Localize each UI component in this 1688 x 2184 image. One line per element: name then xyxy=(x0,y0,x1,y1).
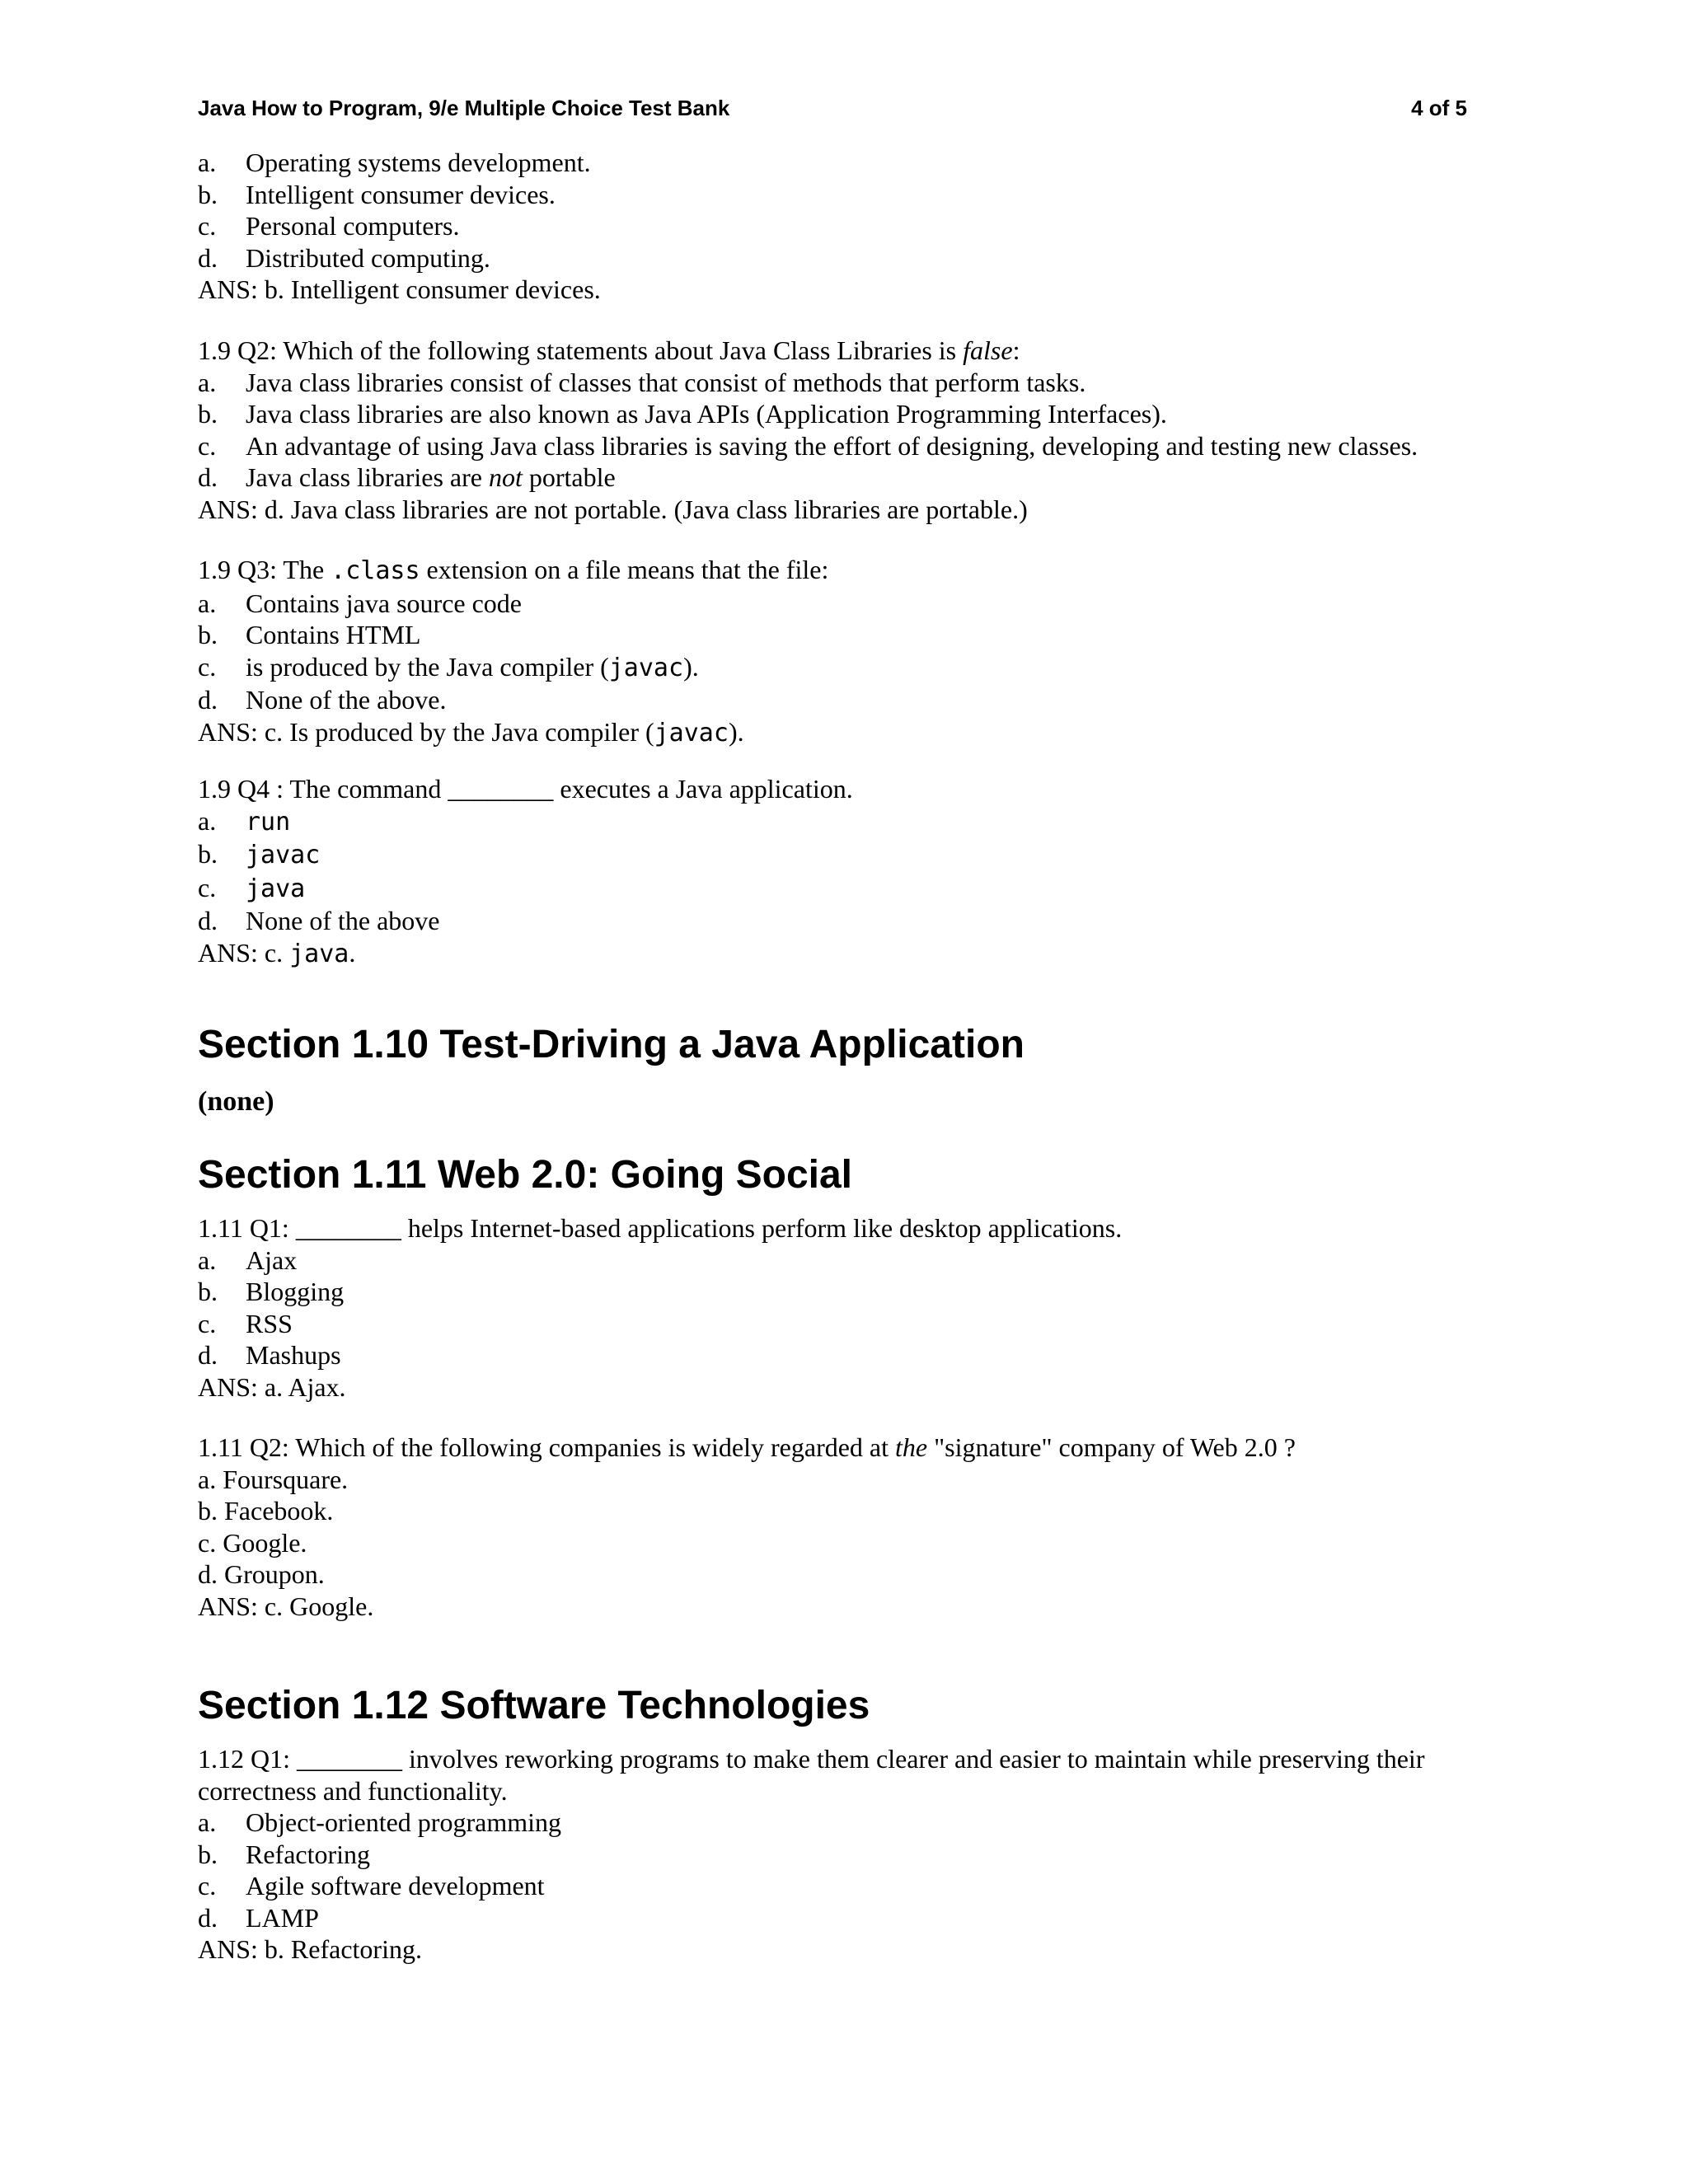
answer: ANS: b. Refactoring. xyxy=(198,1934,422,1964)
option-a: a. Object-oriented programming xyxy=(198,1807,561,1837)
question-prompt: 1.9 Q2: Which of the following statements about Java Class Libraries is false: xyxy=(198,335,1020,365)
option-d: d. None of the above xyxy=(198,906,440,935)
question-1-9-q3 xyxy=(198,554,1500,749)
question-prompt-line-1: 1.12 Q1: ________ involves reworking programs to make them clearer and easier to maintain while preserving their xyxy=(198,1744,1425,1774)
option-d: d. None of the above. xyxy=(198,685,447,715)
option-d: d. Java class libraries are not portable xyxy=(198,462,616,492)
question-1-9-q2 xyxy=(198,335,1500,525)
question-1-11-q2 xyxy=(198,1432,1500,1622)
section-heading-1-12: Section 1.12 Software Technologies xyxy=(198,1684,870,1727)
question-1-12-q1 xyxy=(198,1743,1500,1966)
question-1-9-q4 xyxy=(198,773,1500,970)
option-d: d. Groupon. xyxy=(198,1559,325,1589)
answer: ANS: d. Java class libraries are not portable. (Java class libraries are portable.) xyxy=(198,494,1028,524)
option-b: b. javac xyxy=(198,839,321,869)
option-c: c. Personal computers. xyxy=(198,211,460,241)
option-b: b. Intelligent consumer devices. xyxy=(198,179,556,209)
question-prompt: 1.9 Q3: The .class extension on a file means that the file: xyxy=(198,555,829,585)
option-c: c. An advantage of using Java class libraries is saving the effort of designing, developing and testing new classes. xyxy=(198,430,1418,461)
option-b: b. Contains HTML xyxy=(198,620,421,649)
page-number: 4 of 5 xyxy=(1411,96,1467,120)
question-1-11-q1 xyxy=(198,1212,1500,1403)
section-heading-1-10: Section 1.10 Test-Driving a Java Application xyxy=(198,1023,1025,1066)
option-c: c. is produced by the Java compiler (javac). xyxy=(198,651,699,682)
answer: ANS: c. Google. xyxy=(198,1591,374,1621)
question-prompt: 1.9 Q4 : The command ________ executes a Java application. xyxy=(198,774,853,804)
answer: ANS: b. Intelligent consumer devices. xyxy=(198,274,601,304)
answer: ANS: c. java. xyxy=(198,937,356,968)
option-b: b. Refactoring xyxy=(198,1839,371,1869)
question-prompt: 1.11 Q2: Which of the following companies is widely regarded at the "signature" company of Web 2.0 ? xyxy=(198,1432,1296,1462)
question-continued xyxy=(198,147,1500,306)
option-c: c. Google. xyxy=(198,1527,307,1558)
option-d: d. LAMP xyxy=(198,1902,319,1933)
option-a: a. Ajax xyxy=(198,1244,298,1275)
option-b: b. Java class libraries are also known as Java APIs (Application Programming Interfaces). xyxy=(198,399,1167,429)
option-c: c. java xyxy=(198,872,306,903)
option-b: b. Facebook. xyxy=(198,1496,334,1526)
section-heading-1-11: Section 1.11 Web 2.0: Going Social xyxy=(198,1153,853,1197)
option-d: d. Distributed computing. xyxy=(198,242,490,273)
option-a: a. Foursquare. xyxy=(198,1464,349,1494)
option-a: a. Java class libraries consist of classes that consist of methods that perform tasks. xyxy=(198,367,1086,397)
option-a: a. run xyxy=(198,805,291,837)
question-prompt-line-2: correctness and functionality. xyxy=(198,1775,508,1806)
answer: ANS: a. Ajax. xyxy=(198,1371,346,1402)
answer: ANS: c. Is produced by the Java compiler (javac). xyxy=(198,716,744,748)
option-c: c. RSS xyxy=(198,1308,293,1338)
option-a: a. Contains java source code xyxy=(198,588,522,618)
option-a: a. Operating systems development. xyxy=(198,148,591,177)
document-title: Java How to Program, 9/e Multiple Choice Test Bank xyxy=(198,96,730,120)
page-header xyxy=(198,96,1467,121)
question-prompt: 1.11 Q1: ________ helps Internet-based applications perform like desktop applications. xyxy=(198,1213,1123,1243)
section-none-note: (none) xyxy=(198,1086,274,1117)
option-b: b. Blogging xyxy=(198,1277,345,1306)
option-c: c. Agile software development xyxy=(198,1871,545,1900)
option-d: d. Mashups xyxy=(198,1340,341,1370)
